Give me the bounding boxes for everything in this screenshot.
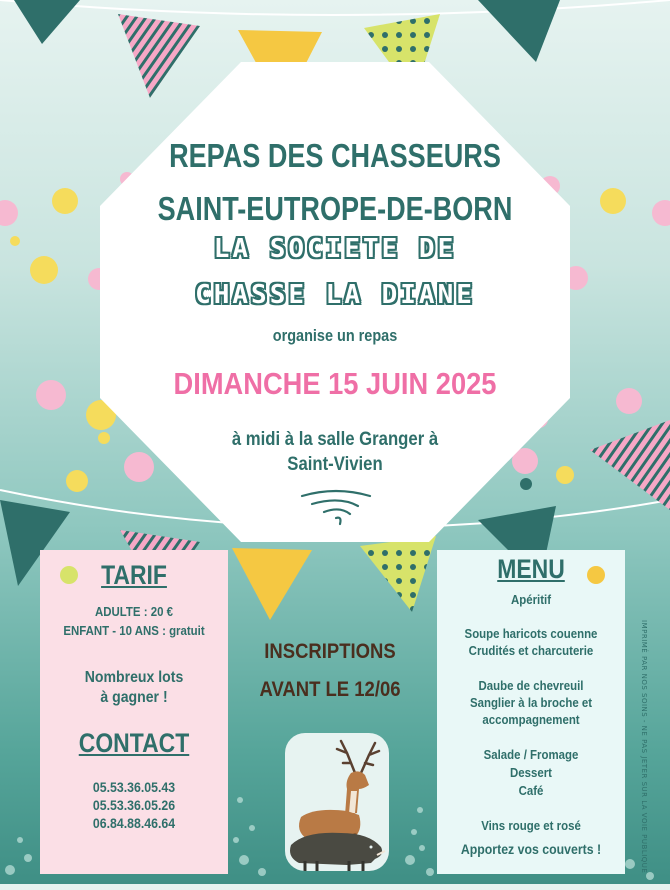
tarif-child: ENFANT - 10 ANS : gratuit (63, 623, 205, 638)
title-line1: REPAS DES CHASSEURS (169, 137, 501, 174)
tarif-heading: TARIF (101, 560, 167, 590)
tarif-contact-panel (40, 550, 228, 874)
menu-wine: Vins rouge et rosé (481, 818, 581, 833)
menu-cheese: Salade / Fromage (483, 747, 579, 762)
menu-aperitif: Apéritif (510, 592, 552, 607)
inscriptions-line2: AVANT LE 12/06 (259, 678, 401, 701)
menu-main-line2: Sanglier à la broche et (469, 695, 593, 710)
lots-line2: à gagner ! (100, 689, 168, 706)
lots-line1: Nombreux lots (84, 669, 184, 686)
menu-panel (437, 550, 625, 874)
menu-starter-line1: Soupe haricots couenne (464, 626, 598, 641)
vertical-print-note: IMPRIMÉ PAR NOS SOINS - NE PAS JETER SUR LA VOIE PUBLIQUE (640, 620, 648, 874)
menu-bring: Apportez vos couverts ! (460, 841, 602, 857)
event-place-line2: Saint-Vivien (287, 454, 383, 475)
contact-heading: CONTACT (78, 728, 190, 758)
tarif-adult: ADULTE : 20 € (95, 604, 173, 619)
event-date: DIMANCHE 15 JUIN 2025 (173, 366, 497, 401)
event-place-line1: à midi à la salle Granger à (231, 429, 439, 450)
menu-dessert: Dessert (510, 765, 552, 780)
title-line2: SAINT-EUTROPE-DE-BORN (157, 190, 513, 227)
menu-main-line1: Daube de chevreuil (478, 678, 584, 693)
contact-phone-3: 06.84.88.46.64 (92, 815, 176, 831)
contact-phone-2: 05.53.36.05.26 (92, 797, 176, 813)
menu-main-line3: accompagnement (482, 712, 580, 727)
menu-heading: MENU (497, 554, 565, 584)
contact-phone-1: 05.53.36.05.43 (92, 779, 176, 795)
organizer-line2: CHASSE LA DIANE (195, 280, 475, 310)
organizer-line1: LA SOCIETE DE (213, 234, 457, 264)
menu-starter-line2: Crudités et charcuterie (468, 643, 594, 658)
organizer-tagline: organise un repas (272, 326, 398, 345)
swirl-icon (296, 486, 376, 530)
deer-boar-illustration (285, 733, 389, 871)
menu-coffee: Café (518, 783, 544, 798)
inscriptions-line1: INSCRIPTIONS (264, 640, 396, 663)
